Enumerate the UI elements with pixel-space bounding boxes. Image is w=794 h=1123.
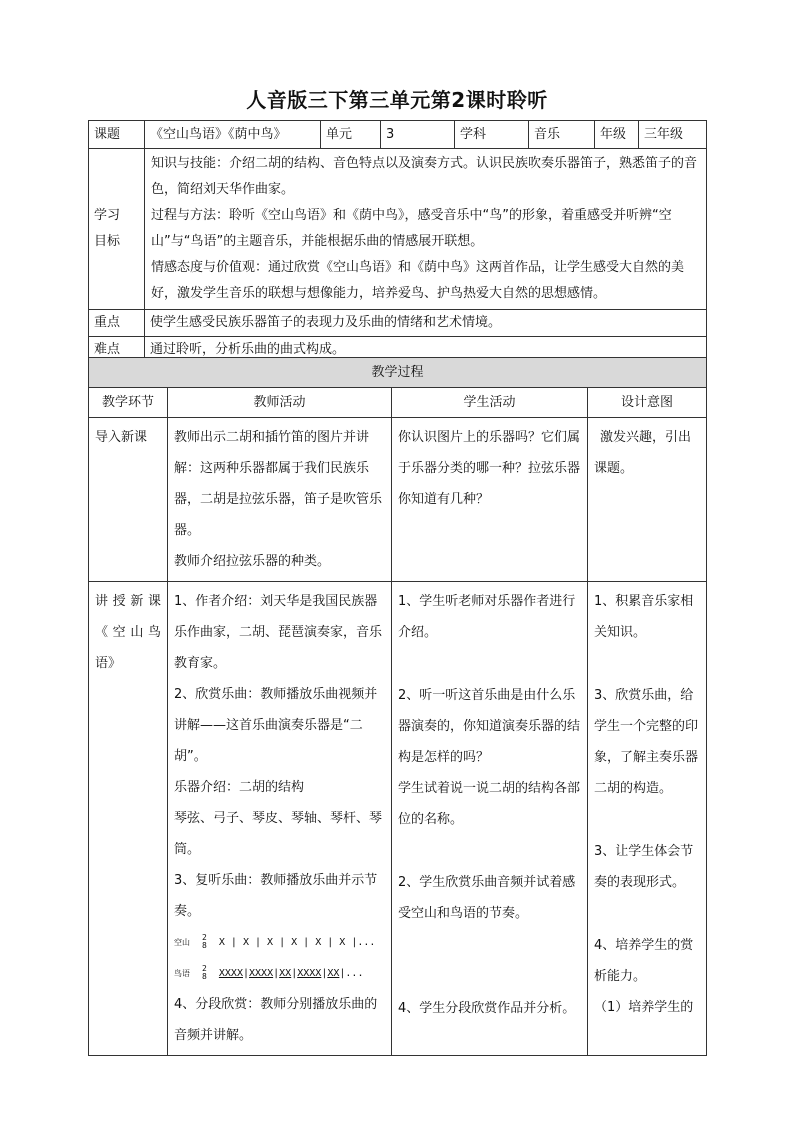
goal-knowledge: 知识与技能：介绍二胡的结构、音色特点以及演奏方式。认识民族吹奏乐器笛子，熟悉笛子的音色，简绍刘天华作曲家。 [151,156,698,197]
time-signature: 2 8 [202,964,207,981]
process-header: 教学过程 [89,358,707,388]
intent-new-lesson: 1、积累音乐家相关知识。 3、欣赏乐曲，给学生一个完整的印象，了解主奏乐器二胡的构造。 3、让学生体会节奏的表现形式。 4、培养学生的赏析能力。 （1）培养学生的 [588,582,707,1056]
rhythm-niaoyu: 鸟语 2 8 XXXX|XXXX|XX|XXXX|XX|... [174,964,364,981]
teacher-new-lesson: 1、作者介绍：刘天华是我国民族器乐作曲家，二胡、琵琶演奏家，音乐教育家。 2、欣赏乐曲：教师播放乐曲视频并讲解——这首乐曲演奏乐器是“二胡”。 乐器介绍：二胡的结构 琴弦、弓子、琴皮、琴轴、琴杆、琴筒。 3、复听乐曲：教师播放乐曲并示节奏。 空山 2 8 X | X | X | X | X | X |... 鸟语 2 8 XXXX|XXXX|XX|XXXX|XX|... 4、分段欣赏：教师分别播放乐曲的音频并讲解。 [168,582,392,1056]
unit-label: 单元 [321,121,381,149]
goals-content [145,149,707,310]
lesson-info-table [88,120,707,364]
subject-label: 学科 [455,121,529,149]
topic-label: 课题 [89,121,145,149]
student-intro: 你认识图片上的乐器吗？它们属于乐器分类的哪一种？拉弦乐器你知道有几种？ [392,418,588,582]
page-title: 人音版三下第三单元第2课时聆听 [246,88,548,112]
col-header-teacher: 教师活动 [168,388,392,418]
key-value: 使学生感受民族乐器笛子的表现力及乐曲的情绪和艺术情境。 [145,310,707,337]
stage-intro: 导入新课 [89,418,168,582]
goal-attitude: 情感态度与价值观：通过欣赏《空山鸟语》和《荫中鸟》这两首作品，让学生感受大自然的美好，激发学生音乐的联想与想像能力，培养爱鸟、护鸟热爱大自然的思想感情。 [151,260,685,301]
col-header-student: 学生活动 [392,388,588,418]
student-new-lesson: 1、学生听老师对乐器作者进行介绍。 2、听一听这首乐曲是由什么乐器演奏的，你知道演奏乐器的结构是怎样的吗？ 学生试着说一说二胡的结构各部位的名称。 2、学生欣赏乐曲音频并试着感受空山和鸟语的节奏。 4、学生分段欣赏作品并分析。 [392,582,588,1056]
grade-value: 三年级 [639,121,707,149]
difficult-label: 难点 [89,337,145,364]
difficult-value: 通过聆听，分析乐曲的曲式构成。 [145,337,707,364]
rhythm-kongshan: 空山 2 8 X | X | X | X | X | X |... [174,933,376,950]
intent-intro: 激发兴趣，引出课题。 [588,418,707,582]
time-signature: 2 8 [202,933,207,950]
key-label: 重点 [89,310,145,337]
teacher-intro: 教师出示二胡和插竹笛的图片并讲解：这两种乐器都属于我们民族乐器，二胡是拉弦乐器，笛子是吹管乐器。 教师介绍拉弦乐器的种类。 [168,418,392,582]
topic-value: 《空山鸟语》《荫中鸟》 [145,121,321,149]
goal-process: 过程与方法：聆听《空山鸟语》和《荫中鸟》，感受音乐中“鸟”的形象，着重感受并听辨“空山”与“鸟语”的主题音乐，并能根据乐曲的情感展开联想。 [151,208,672,249]
teaching-process-table [88,357,707,1056]
unit-value: 3 [381,121,455,149]
col-header-stage: 教学环节 [89,388,168,418]
grade-label: 年级 [595,121,639,149]
col-header-intent: 设计意图 [588,388,707,418]
subject-value: 音乐 [529,121,595,149]
stage-new-lesson: 讲授新课《空山鸟语》 [89,582,168,1056]
goals-label: 学习 目标 [89,149,145,310]
